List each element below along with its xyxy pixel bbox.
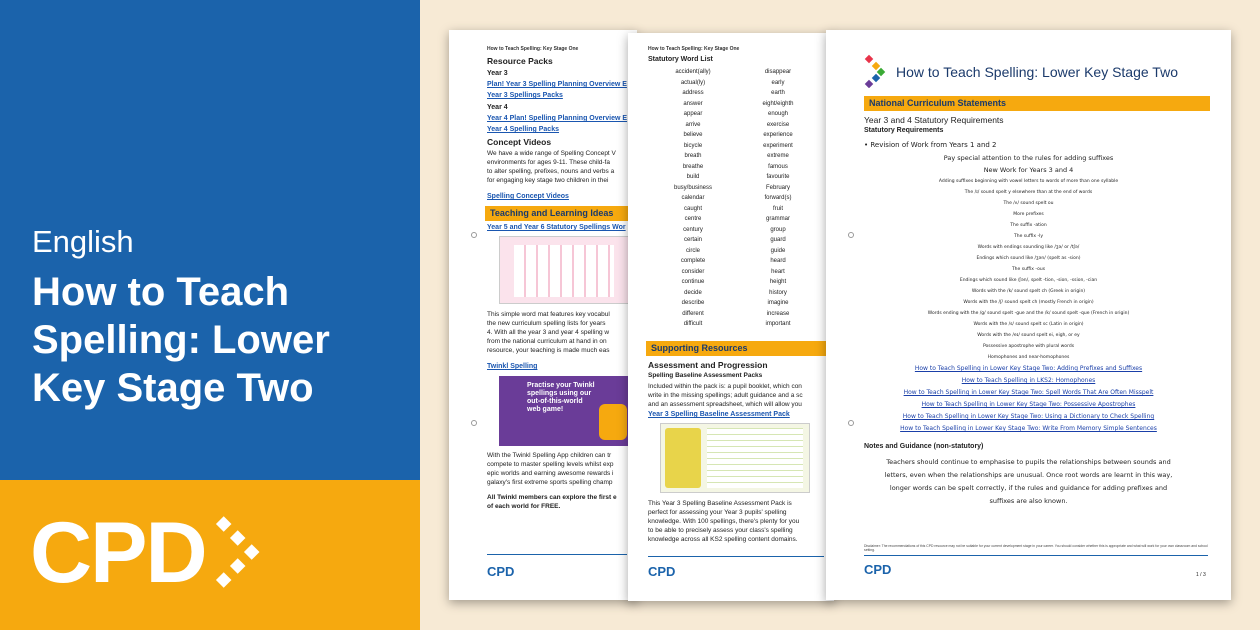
handwritten-line: The suffix -ly xyxy=(1014,234,1043,239)
character-icon xyxy=(599,404,627,440)
document-page-1 xyxy=(449,30,637,600)
section-bar: Supporting Resources xyxy=(646,341,834,356)
paragraph: This Year 3 Spelling Baseline Assessment Pack is perfect for assessing your Year 3 pupils' spelling knowledge. With 100 spellings, there's plenty for you to be able to precisely assess your class's spelling knowledge across all KS2 spelling content domains. xyxy=(648,500,800,543)
page-number: 1 / 3 xyxy=(1196,572,1206,578)
paragraph: All Twinkl members can explore the first e of each world for FREE. xyxy=(487,494,617,510)
punch-hole xyxy=(848,232,854,238)
page-header: How to Teach Spelling: Key Stage One xyxy=(487,46,579,52)
guidance-line: suffixes are also known. xyxy=(989,497,1068,505)
page-header: How to Teach Spelling: Key Stage One xyxy=(648,46,740,52)
resource-link[interactable]: Spelling Concept Videos xyxy=(487,193,569,200)
handwritten-line: More prefixes xyxy=(1013,212,1044,217)
word-list-column-2: disappear early earth eight/eighth enough exercise experience experiment extreme famous favourite February forward(s) fruit grammar group guard guide heard heart height history imagine increase important xyxy=(762,69,794,327)
handwritten-line: Words with the /k/ sound spelt ch (Greek in origin) xyxy=(971,289,1086,294)
section-bar: Teaching and Learning Ideas xyxy=(485,206,637,221)
footer-rule xyxy=(487,554,627,555)
section-bar: National Curriculum Statements xyxy=(864,96,1210,111)
bullet-text: Revision of Work from Years 1 and 2 xyxy=(870,141,997,149)
handwritten-line: Endings which sound like /ʃən/, spelt -tion, -sion, -ssion, -cian xyxy=(959,278,1098,283)
year-label: Year 4 xyxy=(487,104,508,111)
resource-link[interactable]: Year 5 and Year 6 Statutory Spellings Wor xyxy=(487,224,626,231)
title-panel xyxy=(0,0,420,630)
twinkl-spelling-banner xyxy=(499,376,637,446)
bullet-item: • Revision of Work from Years 1 and 2 xyxy=(864,141,997,149)
handwritten-line: Adding suffixes beginning with vowel letters to words of more than one syllable xyxy=(938,179,1119,184)
disclaimer: Disclaimer: The recommendations of this CPD resource may not be suitable for your current development stage in your career. You should consider whether this is appropriate and what will work for your own classroom and school setting. xyxy=(864,544,1208,552)
word-mat-thumbnail xyxy=(499,236,629,304)
punch-hole xyxy=(471,420,477,426)
punch-hole xyxy=(848,420,854,426)
handwritten-line: Words with endings sounding like /ʒə/ or /tʃə/ xyxy=(977,245,1080,250)
chevron-logo-icon xyxy=(210,514,270,594)
assessment-pack-thumbnail xyxy=(660,423,810,493)
handwritten-line: The /ɪ/ sound spelt y elsewhere than at the end of words xyxy=(964,190,1093,195)
paragraph: We have a wide range of Spelling Concept V environments for ages 9-11. These child-fa to alter spelling, prefixes, nouns and verbs a for engaging key stage two children in thei xyxy=(487,150,616,184)
handwritten-line: Words with the /ʃ/ sound spelt ch (mostly French in origin) xyxy=(963,300,1094,305)
handwritten-line: Homophones and near-homophones xyxy=(987,355,1070,360)
related-link[interactable]: How to Teach Spelling in LKS2: Homophones xyxy=(961,377,1096,384)
sub-heading: Spelling Baseline Assessment Packs xyxy=(648,372,763,379)
section-heading: Year 3 and 4 Statutory Requirements xyxy=(864,115,1004,125)
related-link[interactable]: How to Teach Spelling in Lower Key Stage Two: Adding Prefixes and Suffixes xyxy=(914,365,1143,372)
punch-hole xyxy=(471,232,477,238)
document-page-2 xyxy=(628,33,834,601)
handwritten-line: Words with the /s/ sound spelt sc (Latin in origin) xyxy=(973,322,1084,327)
resource-link[interactable]: Year 4 Spelling Packs xyxy=(487,126,559,133)
paragraph: This simple word mat features key vocabul the new curriculum spelling lists for years 4. With all the year 3 and year 4 spelling w from the national curriculum at hand in on resource, your teaching is made much eas xyxy=(487,311,610,354)
resource-link[interactable]: Year 4 Plan! Spelling Planning Overview E xyxy=(487,115,628,122)
footer-logo: CPD xyxy=(487,564,515,579)
chevron-logo-icon xyxy=(864,54,886,88)
resource-link[interactable]: Plan! Year 3 Spelling Planning Overview E xyxy=(487,81,627,88)
resource-link[interactable]: Twinkl Spelling xyxy=(487,363,538,370)
banner-text: Practise your Twinkl spellings using our out-of-this-world web game! xyxy=(527,382,595,413)
guidance-line: Teachers should continue to emphasise to pupils the relationships between sounds and xyxy=(886,458,1171,466)
subject-label: English xyxy=(32,224,134,259)
handwritten-heading: Pay special attention to the rules for adding suffixes xyxy=(943,154,1114,162)
handwritten-line: The /ʌ/ sound spelt ou xyxy=(1003,201,1054,206)
paragraph: Included within the pack is: a pupil booklet, which con write in the missing spellings; adult guidance and a sc and an assessment spreadsheet, which will allow you xyxy=(648,383,803,408)
sub-heading: Notes and Guidance (non-statutory) xyxy=(864,443,984,450)
word-list-column-1: accident(ally) actual(ly) address answer appear arrive believe bicycle breath breathe build busy/business calendar caught centre century certain circle complete consider continue decide describe different difficult xyxy=(673,69,713,327)
footer-logo: CPD xyxy=(648,564,676,579)
resource-link[interactable]: Year 3 Spelling Baseline Assessment Pack xyxy=(648,411,790,418)
handwritten-heading: New Work for Years 3 and 4 xyxy=(983,166,1074,174)
footer-rule xyxy=(648,556,824,557)
related-link[interactable]: How to Teach Spelling in Lower Key Stage Two: Spell Words That Are Often Misspelt xyxy=(903,389,1154,396)
related-link[interactable]: How to Teach Spelling in Lower Key Stage Two: Possessive Apostrophes xyxy=(921,401,1136,408)
handwritten-line: Possessive apostrophe with plural words xyxy=(982,344,1075,349)
section-heading: Resource Packs xyxy=(487,56,553,66)
guidance-line: longer words can be spelt correctly, if the rules and guidance for adding prefixes and xyxy=(889,484,1168,492)
handwritten-line: Words with the /eɪ/ sound spelt ei, eigh, or ey xyxy=(977,333,1080,338)
footer-logo: CPD xyxy=(864,562,892,577)
footer-rule xyxy=(864,555,1208,556)
year-label: Year 3 xyxy=(487,70,508,77)
handwritten-line: The suffix -ous xyxy=(1011,267,1046,272)
page-title: How to Teach Spelling: Lower Key Stage Two xyxy=(896,64,1178,80)
handwritten-line: Words ending with the /g/ sound spelt -gue and the /k/ sound spelt -que (French in origin) xyxy=(927,311,1130,316)
handwritten-line: The suffix -ation xyxy=(1010,223,1047,228)
section-heading: Assessment and Progression xyxy=(648,360,768,370)
section-heading: Statutory Word List xyxy=(648,56,713,63)
related-link[interactable]: How to Teach Spelling in Lower Key Stage Two: Using a Dictionary to Check Spelling xyxy=(902,413,1155,420)
guidance-line: letters, even when the relationships are unusual. Once root words are learnt in this way, xyxy=(884,471,1173,479)
document-page-3 xyxy=(826,30,1231,600)
related-link[interactable]: How to Teach Spelling in Lower Key Stage Two: Write From Memory Simple Sentences xyxy=(900,425,1157,432)
handwritten-line: Endings which sound like /ʒən/ (spelt as -sion) xyxy=(976,256,1081,261)
section-heading: Concept Videos xyxy=(487,137,552,147)
resource-title: How to Teach Spelling: Lower Key Stage Two xyxy=(32,270,330,410)
cpd-logo-text: CPD xyxy=(30,505,206,601)
resource-link[interactable]: Year 3 Spellings Packs xyxy=(487,92,563,99)
sub-heading: Statutory Requirements xyxy=(864,127,944,134)
paragraph: With the Twinkl Spelling App children can tr compete to master spelling levels whilst exp epic worlds and earning awesome rewards i galaxy's first extreme sports spelling champ xyxy=(487,452,614,486)
